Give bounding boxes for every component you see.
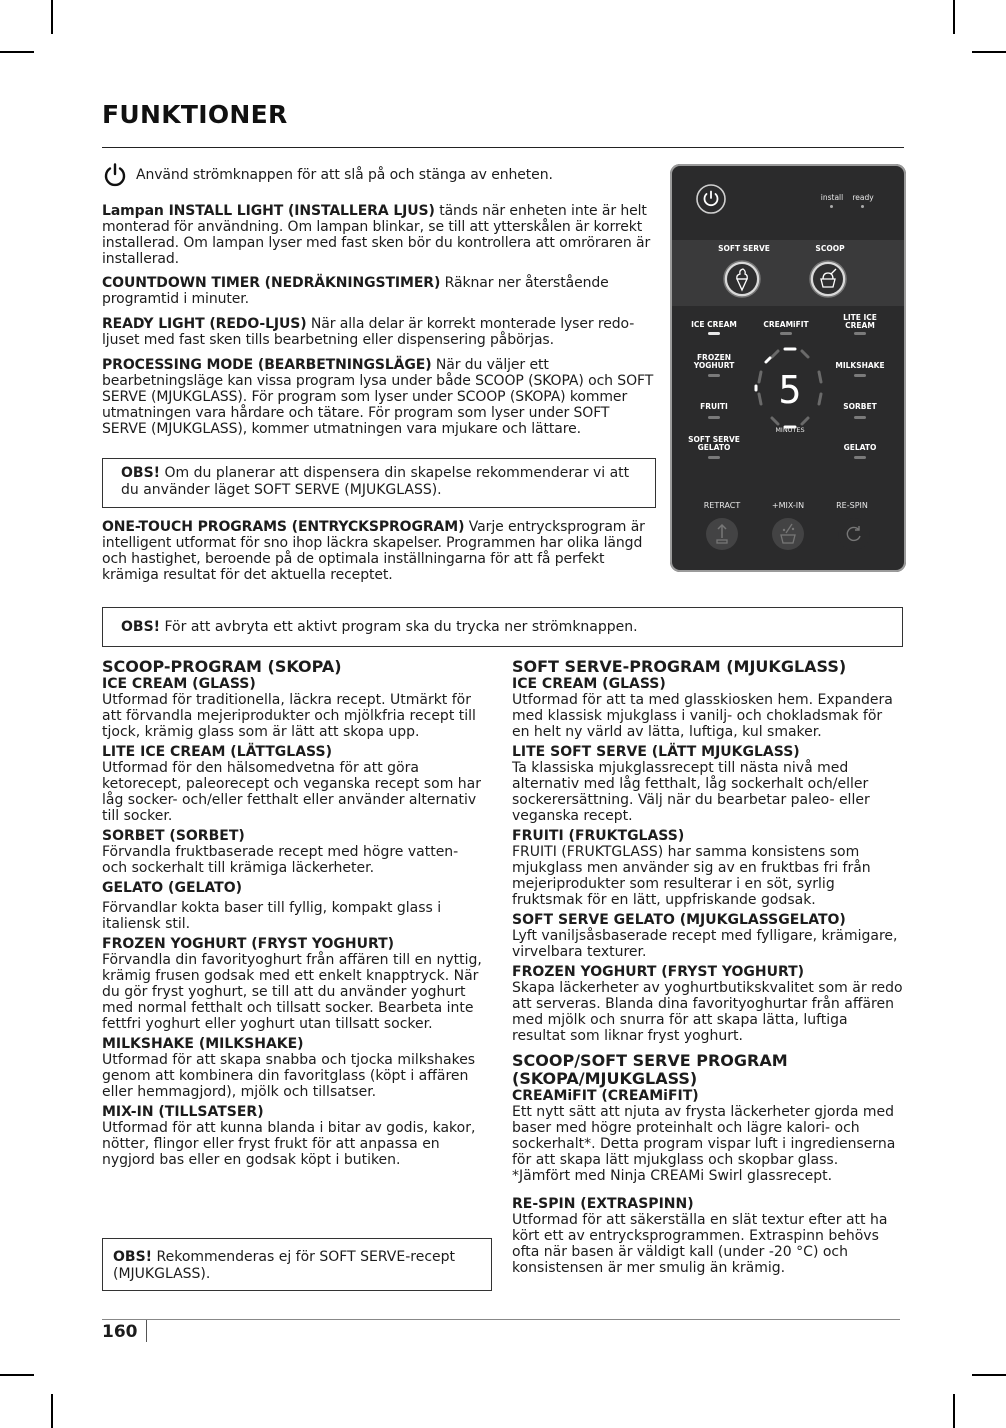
scoop-programs-heading: SCOOP-PROGRAM (SKOPA) — [102, 657, 342, 676]
one-touch-paragraph — [102, 519, 662, 583]
install-label: install — [820, 193, 844, 202]
section-title: ICE CREAM (GLASS) — [512, 676, 666, 692]
ready-indicator — [861, 205, 864, 208]
processing-mode-heading: PROCESSING MODE (BEARBETNINGSLÄGE) — [102, 357, 432, 373]
scoop-icon — [808, 259, 848, 299]
page-title: FUNKTIONER — [102, 100, 288, 129]
section-text: Utformad för den hälsomedvetna för att göra ketorecept, paleorecept och veganska recept som har låg socker- och/eller fetthalt eller använder alternativ till socker. — [102, 760, 482, 824]
scoop-label: SCOOP — [815, 244, 845, 253]
section-title: FRUITI (FRUKTGLASS) — [512, 828, 685, 844]
one-touch-text: Varje entrycksprogram är intelligent utformat för sno ihop läckra skapelser. Programmen har olika längd och hastighet, beroende på de optimala inställningarna för att få perfekt krämiga resultat för det aktuella receptet. — [102, 519, 645, 583]
soft-serve-label: SOFT SERVE — [718, 244, 770, 253]
obs-note-mix-in — [102, 1238, 492, 1291]
section-text: Utformad för att ta med glasskiosken hem. Expandera med klassisk mjukglass i vanilj- och chokladsmak för en helt ny värld av lätta, luftiga, kul smaker. — [512, 692, 893, 740]
lite-ice-cream-label: LITE ICE CREAM — [843, 313, 877, 330]
section-title: ICE CREAM (GLASS) — [102, 676, 256, 692]
section-title: GELATO (GELATO) — [102, 880, 243, 896]
milkshake-label: MILKSHAKE — [835, 361, 885, 370]
crop-mark — [953, 0, 955, 34]
soft-serve-programs-column — [512, 658, 904, 1276]
section-title: LITE SOFT SERVE (LÄTT MJUKGLASS) — [512, 744, 800, 760]
obs-label: OBS! — [113, 1249, 153, 1265]
page-number-separator — [146, 1320, 147, 1342]
obs-label: OBS! — [121, 619, 161, 635]
install-light-paragraph — [102, 203, 658, 267]
display-digit: 5 — [778, 368, 802, 412]
gelato-label: GELATO — [843, 443, 877, 452]
soft-serve-icon — [722, 259, 762, 299]
ready-light-heading: READY LIGHT (REDO-LJUS) — [102, 316, 307, 332]
one-touch-heading: ONE-TOUCH PROGRAMS (ENTRYCKSPROGRAM) — [102, 519, 465, 535]
creamifit-label: CREAMiFIT — [763, 320, 809, 329]
crop-mark — [51, 0, 53, 34]
ready-label: ready — [852, 193, 874, 202]
footer-divider — [102, 1319, 900, 1320]
soft-serve-gelato-label: SOFT SERVE GELATO — [688, 435, 740, 452]
section-text: Utformad för att kunna blanda i bitar av godis, kakor, nötter, flingor eller fryst frukt för att anpassa en nygjord bas eller en godsak köpt i butiken. — [102, 1120, 476, 1168]
obs-note-dispense — [102, 458, 656, 508]
section-title: MILKSHAKE (MILKSHAKE) — [102, 1036, 304, 1052]
crop-mark — [0, 1374, 34, 1376]
section-title: MIX-IN (TILLSATSER) — [102, 1104, 264, 1120]
section-title: FROZEN YOGHURT (FRYST YOGHURT) — [102, 936, 395, 952]
soft-serve-gelato-indicator — [708, 456, 720, 459]
section-text: Förvandlar kokta baser till fyllig, kompakt glass i italiensk stil. — [102, 900, 442, 932]
power-button-icon — [695, 183, 727, 215]
power-text: Använd strömknappen för att slå på och stänga av enheten. — [136, 167, 553, 183]
page-number: 160 — [102, 1322, 138, 1342]
mix-in-label: +MIX-IN — [771, 501, 805, 510]
install-light-heading: Lampan INSTALL LIGHT (INSTALLERA LJUS) — [102, 203, 435, 219]
countdown-text: Räknar ner återstående programtid i minuter. — [102, 275, 609, 307]
milkshake-indicator — [854, 374, 866, 377]
control-panel-illustration — [670, 164, 906, 572]
section-text: Förvandla fruktbaserade recept med högre vatten- och sockerhalt till krämiga läckerheter. — [102, 844, 459, 876]
crop-mark — [953, 1394, 955, 1428]
ice-cream-indicator — [708, 332, 720, 335]
obs-note-cancel — [102, 607, 903, 647]
gelato-indicator — [854, 456, 866, 459]
obs-text: För att avbryta ett aktivt program ska du trycka ner strömknappen. — [160, 619, 638, 635]
section-text: Ta klassiska mjukglassrecept till nästa nivå med alternativ med låg fetthalt, låg sockerhalt och/eller sockerersättning. Välj när du bearbetar paleo- eller veganska recept. — [512, 760, 870, 824]
ready-light-paragraph — [102, 316, 658, 348]
fruiti-label: FRUITI — [700, 402, 728, 411]
mix-in-icon — [770, 516, 806, 552]
processing-mode-text: När du väljer ett bearbetningsläge kan vissa program lysa under både SCOOP (SKOPA) och SOFT SERVE (MJUKGLASS). För program som lyser under SCOOP (SKOPA) kommer utmatningen vara hårdare och tätare. För program som lyser under SOFT SERVE (MJUKGLASS), kommer utmatningen vara mjukare och lättare. — [102, 357, 654, 437]
section-text: Förvandla din favorityoghurt från affären till en nyttig, krämig frusen godsak med ett enkelt knapptryck. När du gör fryst yoghurt, se till att du använder yoghurt med normal fetthalt och tillsatt socker. Bearbeta inte fettfri yoghurt eller yoghurt utan tillsatt socker. — [102, 952, 482, 1032]
obs-label: OBS! — [121, 465, 161, 481]
obs-text: Rekommenderas ej för SOFT SERVE-recept (MJUKGLASS). — [113, 1249, 456, 1282]
soft-serve-programs-heading: SOFT SERVE-PROGRAM (MJUKGLASS) — [512, 657, 847, 676]
title-divider — [102, 147, 904, 148]
crop-mark — [0, 51, 34, 53]
scoop-programs-column — [102, 658, 487, 1168]
section-text: Utformad för traditionella, läckra recept. Utmärkt för att förvandla mejeriprodukter och mjölkfria recept till tjock, krämig glass som är lätt att skopa upp. — [102, 692, 476, 740]
re-spin-label: RE-SPIN — [836, 501, 868, 510]
sorbet-label: SORBET — [843, 402, 877, 411]
section-text: Lyft vaniljsåsbaserade recept med fylligare, krämigare, virvelbara texturer. — [512, 928, 898, 960]
combined-programs-heading: SCOOP/SOFT SERVE PROGRAM (SKOPA/MJUKGLASS) — [512, 1051, 788, 1088]
retract-icon — [704, 516, 740, 552]
section-title: SOFT SERVE GELATO (MJUKGLASSGELATO) — [512, 912, 846, 928]
frozen-yoghurt-indicator — [708, 374, 720, 377]
section-title: LITE ICE CREAM (LÄTTGLASS) — [102, 744, 332, 760]
countdown-paragraph — [102, 275, 658, 307]
countdown-heading: COUNTDOWN TIMER (NEDRÄKNINGSTIMER) — [102, 275, 441, 291]
section-text: Utformad för att skapa snabba och tjocka milkshakes genom att kombinera din favoritglass (köpt i affären eller hemmagjord), mjölk och tillsatser. — [102, 1052, 476, 1100]
crop-mark — [972, 1374, 1006, 1376]
minutes-label: MINUTES — [775, 426, 805, 434]
install-indicator — [830, 205, 833, 208]
fruiti-indicator — [708, 416, 720, 419]
retract-label: RETRACT — [703, 501, 741, 510]
install-light-text: tänds när enheten inte är helt monterad för användning. Om lampan blinkar, se till att ytterskålen är korrekt installerad. Om lampan lyser med fast sken bör du kontrollera att omröraren är installerad. — [102, 203, 651, 267]
section-title: RE-SPIN (EXTRASPINN) — [512, 1196, 694, 1212]
crop-mark — [972, 51, 1006, 53]
section-footnote: *Jämfört med Ninja CREAMi Swirl glassrecept. — [512, 1168, 833, 1184]
crop-mark — [51, 1394, 53, 1428]
creamifit-indicator — [780, 332, 792, 335]
lite-ice-cream-indicator — [854, 332, 866, 335]
section-text: Skapa läckerheter av yoghurtbutikskvalitet som är redo att serveras. Blanda dina favorityoghurtar från affären med mjölk och snurra för att skapa lätta, luftiga resultat som liknar fryst yoghurt. — [512, 980, 903, 1044]
section-title: SORBET (SORBET) — [102, 828, 245, 844]
power-description — [102, 160, 662, 190]
obs-text: Om du planerar att dispensera din skapelse rekommenderar vi att du använder läget SOFT SERVE (MJUKGLASS). — [121, 465, 630, 498]
section-text: Ett nytt sätt att njuta av frysta läckerheter gjorda med baser med högre proteinhalt och lägre kalori- och sockerhalt*. Detta program vispar luft i ingredienserna för att skapa lätt mjukglass och skopbar glass. — [512, 1104, 896, 1168]
frozen-yoghurt-label: FROZEN YOGHURT — [693, 353, 735, 370]
section-title: FROZEN YOGHURT (FRYST YOGHURT) — [512, 964, 805, 980]
section-title: CREAMiFIT (CREAMiFIT) — [512, 1088, 699, 1104]
sorbet-indicator — [854, 416, 866, 419]
processing-mode-paragraph — [102, 357, 658, 437]
power-icon — [102, 162, 128, 188]
re-spin-icon — [836, 516, 872, 552]
section-text: Utformad för att säkerställa en slät textur efter att ha kört ett av entrycksprogrammen. Extraspinn behövs ofta när basen är väldigt kall (under -20 °C) och konsistensen är mer smulig än krämig. — [512, 1212, 888, 1276]
ice-cream-label: ICE CREAM — [691, 320, 737, 329]
section-text: FRUITI (FRUKTGLASS) har samma konsistens som mjukglass men använder sig av en fruktbas fri från mejeriprodukter som resulterar i en söt, syrlig fruktsmak för en lätt, uppfriskande godsak. — [512, 844, 871, 908]
ready-light-text: När alla delar är korrekt monterade lyser redo-ljuset med fast sken tills bearbetning eller dispensering påbörjas. — [102, 316, 635, 348]
